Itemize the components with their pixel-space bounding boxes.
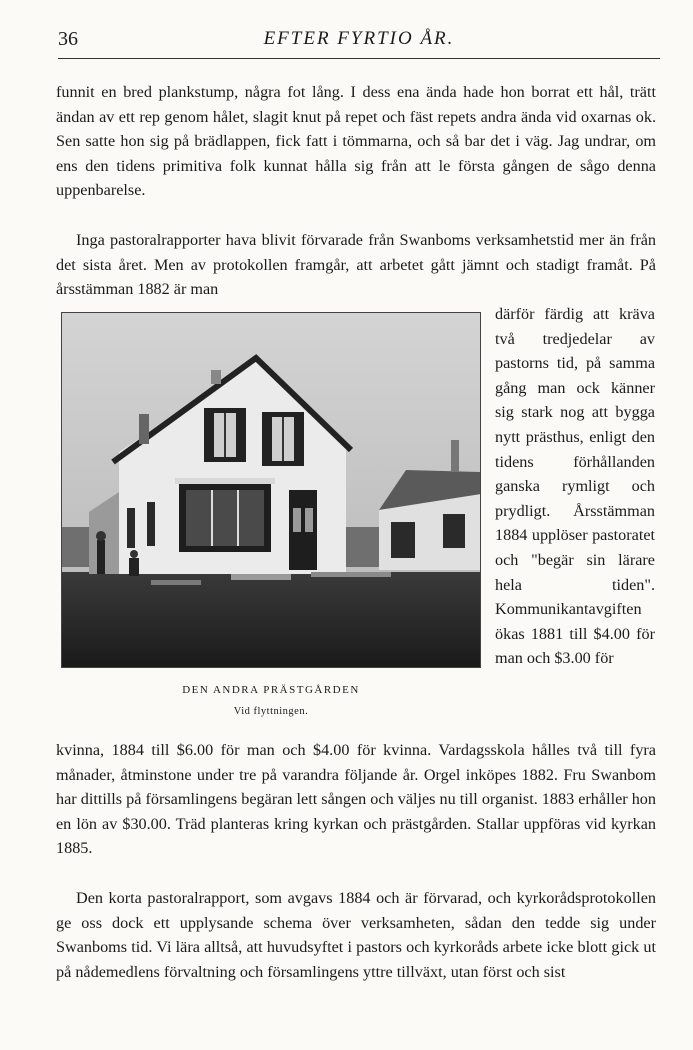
paragraph-1: funnit en bred plankstump, några fot lång. I dess ena ända hade hon borrat ett hål, trätt ändan av ett rep genom hålet, slagit knut på repet och fäst repets andra ända vid oxarnas ok. Sen satte hon sig på brädlappen, fick fatt i tömmarna, och så bar det i väg. Jag undrar, om ens den tidens primitiva folk kunnat hålla sig från att le första gången de sågo denna uppenbarelse. — [56, 83, 656, 200]
page-header — [58, 26, 660, 59]
paragraph-4: Den korta pastoralrapport, som avgavs 1884 och är förvarad, och kyrkorådsprotokollen ge oss dock ett upplysande schema över verksamheten, sådan den tedde sig under Swanboms tid. Vi lära alltså, att huvudsyftet i pastors och kyrkoråds arbete icke blott gick ut på nådemedlens förvaltning och församlingens yttre tillväxt, utan först och sist — [56, 889, 656, 981]
page-number: 36 — [58, 28, 78, 50]
paragraph-3: kvinna, 1884 till $6.00 för man och $4.00 för kvinna. Vardagsskola hålles två till fyra månader, åtminstone under tre på varandra följande år. Orgel inköpes 1882. Fru Swanbom har dittills på församlingens begäran lett sången och väljes nu till organist. 1883 erhåller hon en lön av $30.00. Träd planteras kring kyrkan och prästgården. Stallar uppföras vid kyrkan 1885. — [56, 741, 656, 858]
figure-caption-subtitle: Vid flyttningen. — [233, 706, 309, 717]
running-title: EFTER FYRTIO ÅR. — [263, 28, 455, 49]
figure-caption-title: DEN ANDRA PRÄSTGÅRDEN — [182, 684, 360, 696]
parsonage-photo — [61, 312, 481, 668]
wrapped-text-column: därför färdig att kräva två tredjedelar av pastorns tid, på samma gång man ock känner sig stark nog att bygga nytt prästhus, enligt den tidens förhållanden ganska rymligt och prydligt. Årsstämman 1884 upplöser pastoratet och "begär sin lärare hela tiden". Kommunikantavgiften ökas 1881 till $4.00 för man och $3.00 för — [495, 305, 655, 668]
paragraph-2: Inga pastoralrapporter hava blivit förvarade från Swanboms verksamhetstid mer än från det sista året. Men av protokollen framgår, att arbetet gått jämnt och stadigt framåt. På årsstämman 1882 är man — [56, 231, 656, 299]
parsonage-photo-image — [61, 312, 481, 668]
